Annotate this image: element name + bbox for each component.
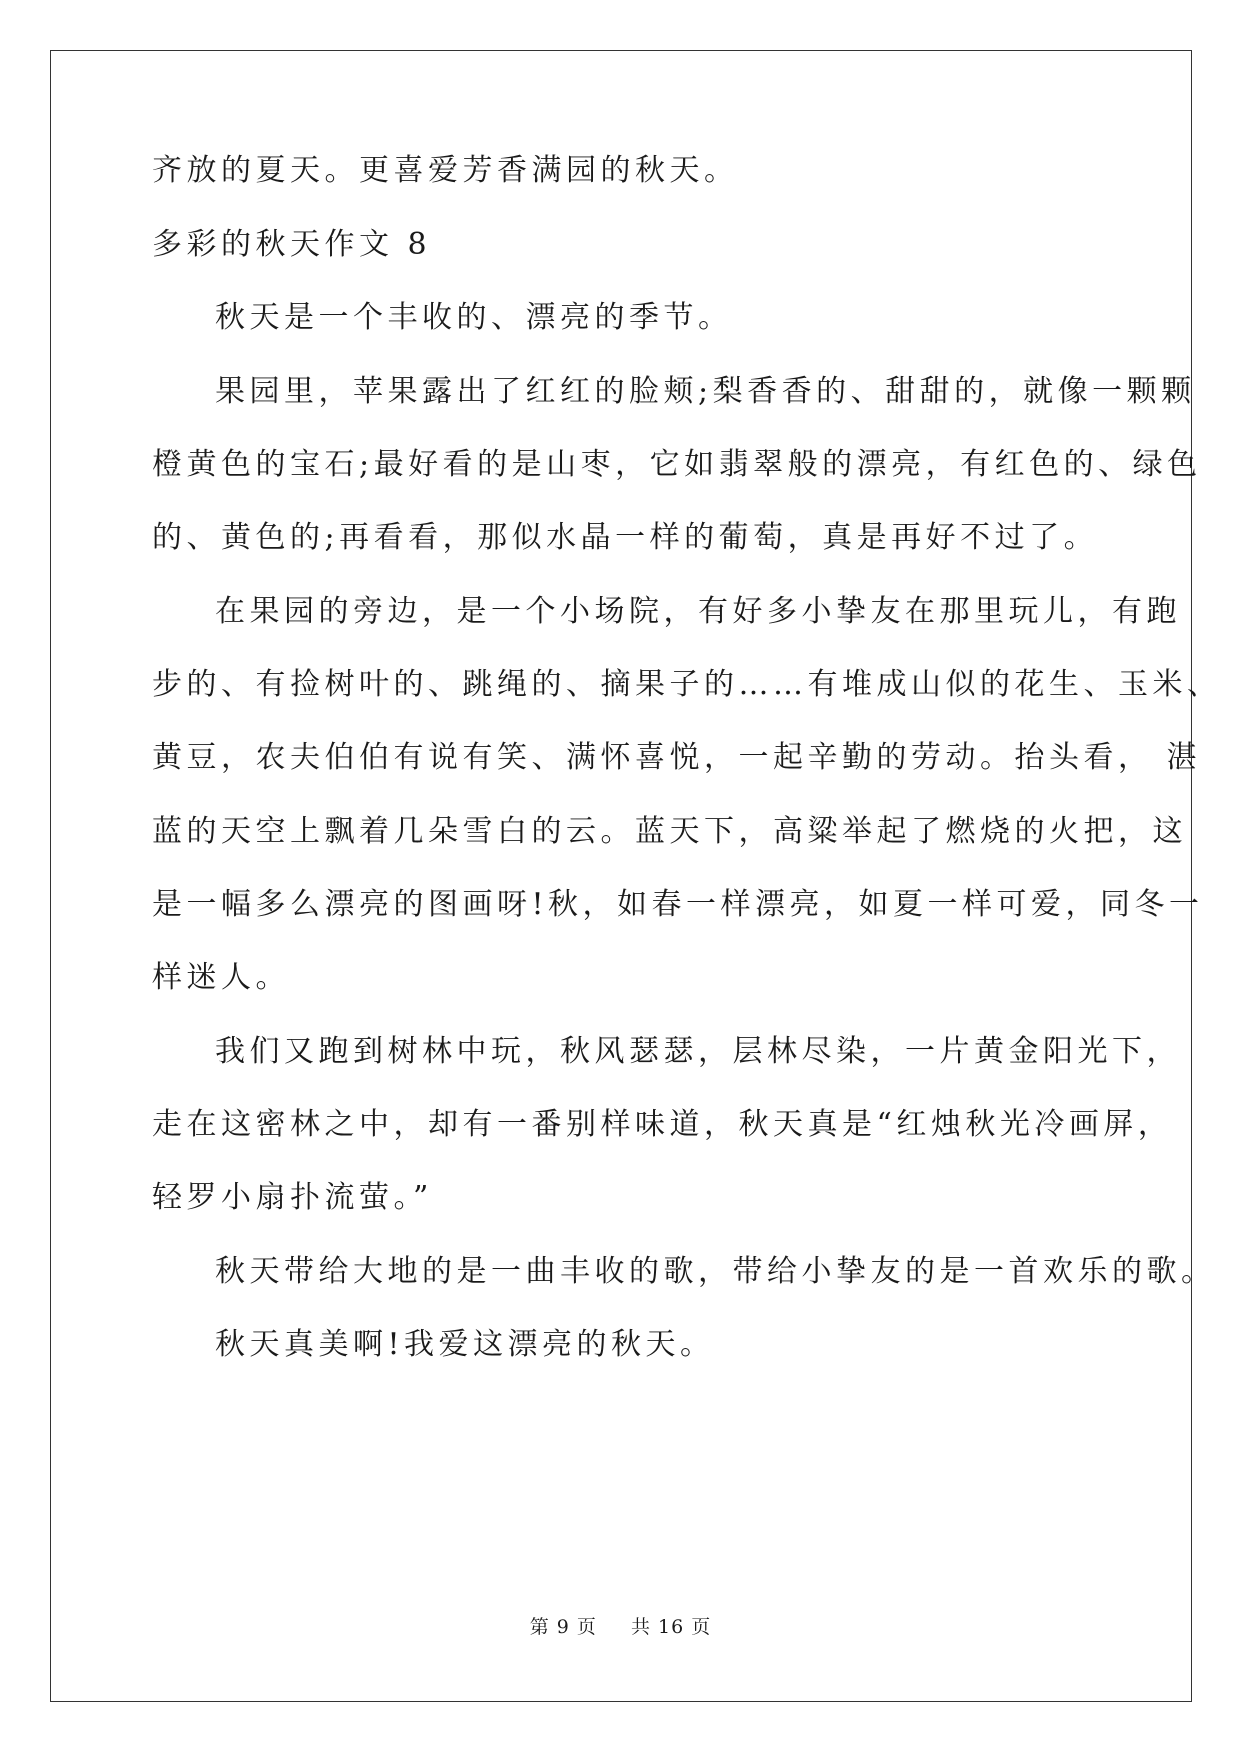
page-number: 第 9 页 — [529, 1616, 597, 1638]
text-line: 我们又跑到树林中玩，秋风瑟瑟，层林尽染，一片黄金阳光下， — [215, 1034, 1181, 1069]
text-line: 齐放的夏天。更喜爱芳香满园的秋天。 — [152, 153, 739, 188]
text-line: 秋天带给大地的是一曲丰收的歌，带给小挚友的是一首欢乐的歌。 — [215, 1254, 1216, 1289]
text-line: 样迷人。 — [152, 960, 290, 995]
text-line: 秋天是一个丰收的、漂亮的季节。 — [215, 300, 733, 335]
text-line: 走在这密林之中，却有一番别样味道，秋天真是“红烛秋光冷画屏， — [152, 1107, 1173, 1142]
text-line: 在果园的旁边，是一个小场院，有好多小挚友在那里玩儿，有跑 — [215, 594, 1181, 629]
text-line: 步的、有捡树叶的、跳绳的、摘果子的……有堆成山似的花生、玉米、 — [152, 667, 1222, 702]
page-footer — [0, 1612, 1241, 1639]
text-line: 的、黄色的;再看看，那似水晶一样的葡萄，真是再好不过了。 — [152, 520, 1099, 555]
text-line: 是一幅多么漂亮的图画呀!秋，如春一样漂亮，如夏一样可爱，同冬一 — [152, 887, 1204, 922]
section-heading: 多彩的秋天作文 8 — [152, 227, 432, 262]
text-line: 果园里，苹果露出了红红的脸颊;梨香香的、甜甜的，就像一颗颗 — [215, 374, 1196, 409]
text-line: 黄豆，农夫伯伯有说有笑、满怀喜悦，一起辛勤的劳动。抬头看， 湛 — [152, 740, 1202, 775]
text-line: 橙黄色的宝石;最好看的是山枣，它如翡翠般的漂亮，有红色的、绿色 — [152, 447, 1202, 482]
page-total: 共 16 页 — [631, 1616, 712, 1638]
text-line: 蓝的天空上飘着几朵雪白的云。蓝天下，高粱举起了燃烧的火把，这 — [152, 814, 1187, 849]
text-line: 轻罗小扇扑流萤。” — [152, 1180, 433, 1215]
text-line: 秋天真美啊!我爱这漂亮的秋天。 — [215, 1327, 715, 1362]
